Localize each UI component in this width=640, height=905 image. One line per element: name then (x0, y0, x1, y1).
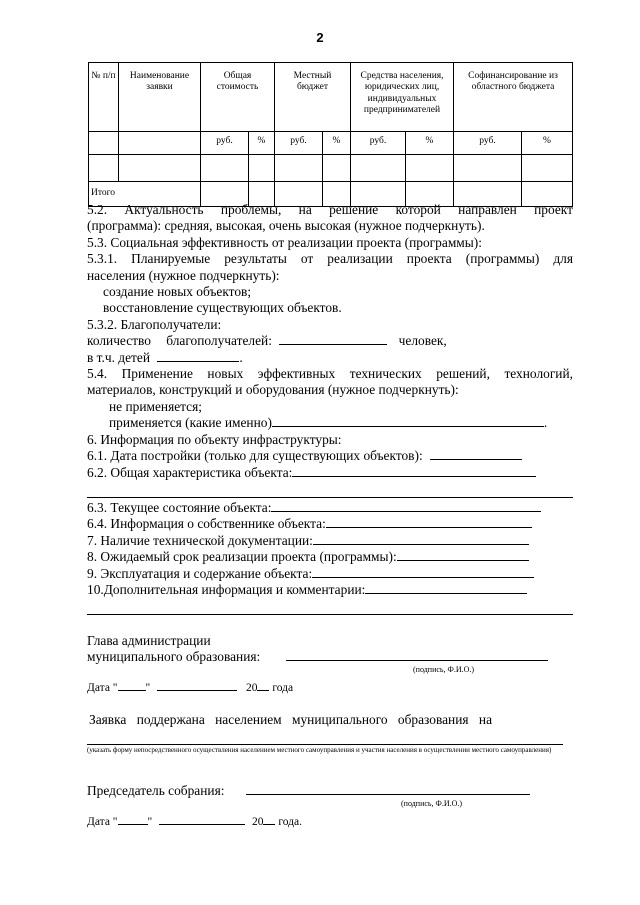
support-text: Заявка поддержана населением муниципального образования на (89, 712, 493, 727)
section-6-4-line (87, 516, 573, 532)
header-total: Общая стоимость (201, 63, 275, 132)
section-5-2-line2: (программа): средняя, высокая, очень высокая (нужное подчеркнуть). (87, 218, 485, 234)
tech-docs-field[interactable] (313, 533, 529, 545)
chairman-signature-caption: (подпись, Ф.И.О.) (401, 799, 463, 808)
head-signature-field[interactable] (286, 649, 548, 661)
beneficiaries-unit: человек, (398, 333, 447, 349)
unit-rub: руб. (454, 132, 522, 155)
head-title-line2: муниципального образования: (87, 649, 573, 665)
section-6-3: 6.3. Текущее состояние объекта: (87, 499, 272, 515)
head-date-line: Дата " " 20 года (87, 679, 573, 696)
section-10-line (87, 582, 573, 598)
option-applied-line: применяется (какие именно) . (109, 415, 548, 431)
page-number: 2 (316, 30, 324, 45)
unit-rub: руб. (351, 132, 406, 155)
additional-info-extra-line[interactable] (87, 598, 573, 615)
children-label: в т.ч. детей (87, 349, 151, 365)
additional-info-field[interactable] (365, 582, 527, 594)
expected-term-field[interactable] (397, 549, 529, 561)
beneficiaries-field[interactable] (279, 333, 387, 345)
section-6: 6. Информация по объекту инфраструктуры: (87, 431, 342, 447)
beneficiaries-line (87, 333, 573, 349)
head-signature-caption: (подпись, Ф.И.О.) (413, 665, 475, 674)
section-6-1: 6.1. Дата постройки (только для существующих объектов): (87, 448, 423, 464)
section-9-line (87, 566, 573, 582)
section-5-4-line2: материалов, конструкций и оборудования (нужное подчеркнуть): (87, 382, 459, 398)
current-state-field[interactable] (271, 500, 541, 512)
chairman-date-line: Дата " " 20 года. (87, 813, 573, 830)
section-8: 8. Ожидаемый срок реализации проекта (программы): (87, 549, 397, 565)
section-6-3-line (87, 500, 573, 516)
chairman-line: Председатель собрания: (87, 783, 573, 799)
head-title-line1: Глава администрации (87, 633, 211, 648)
head-signature-block (87, 633, 573, 696)
section-6-1-line (87, 448, 573, 464)
table-header-row (89, 63, 573, 132)
option-restore-objects: восстановление существующих объектов. (103, 300, 342, 316)
section-5-3-1-line2: населения (нужное подчеркнуть): (87, 267, 280, 283)
option-not-applied: не применяется; (109, 398, 203, 414)
chairman-date-year[interactable] (263, 813, 275, 825)
budget-table (88, 62, 573, 207)
option-new-objects: создание новых объектов; (103, 284, 252, 300)
unit-rub: руб. (201, 132, 249, 155)
section-5-4-line1: 5.4. Применение новых эффективных технических решений, технологий, (87, 366, 573, 382)
section-10: 10.Дополнительная информация и комментарии: (87, 581, 366, 597)
section-5-2-line1: 5.2. Актуальность проблемы, на решение которой направлен проект (87, 202, 573, 217)
table-row (89, 155, 573, 182)
characteristics-extra-line[interactable] (87, 481, 573, 498)
section-9: 9. Эксплуатация и содержание объекта: (87, 565, 313, 581)
unit-pct: % (406, 132, 454, 155)
chairman-signature-field[interactable] (246, 783, 530, 795)
header-population: Средства населения, юридических лиц, индивидуальных предпринимателей (351, 63, 454, 132)
chairman-date-month[interactable] (159, 813, 245, 825)
head-date-day[interactable] (118, 679, 146, 691)
support-note: (указать форму непосредственного осуществления населением местного самоуправления и участия населения в осуществлении местного самоуправления) (87, 746, 552, 754)
section-7: 7. Наличие технической документации: (87, 532, 313, 548)
header-cofinancing: Софинансирование из областного бюджета (454, 63, 573, 132)
unit-rub: руб. (275, 132, 323, 155)
application-body (87, 202, 573, 615)
support-field[interactable] (87, 728, 563, 745)
children-line: в т.ч. детей . (87, 349, 243, 365)
section-6-2-line (87, 465, 573, 481)
header-name: Наименование заявки (119, 63, 201, 132)
section-7-line (87, 533, 573, 549)
head-date-month[interactable] (157, 679, 237, 691)
operation-field[interactable] (312, 566, 534, 578)
table-units-row (89, 132, 573, 155)
children-field[interactable] (157, 350, 239, 362)
header-local: Местный бюджет (275, 63, 351, 132)
section-6-4: 6.4. Информация о собственнике объекта: (87, 516, 326, 532)
unit-pct: % (323, 132, 351, 155)
beneficiaries-label: количество благополучателей: (87, 333, 272, 349)
unit-pct: % (522, 132, 573, 155)
total-label: Итого (89, 182, 201, 207)
chairman-signature-block (87, 783, 573, 830)
build-date-field[interactable] (430, 448, 522, 460)
section-8-line (87, 549, 573, 565)
section-5-3-1-line1: 5.3.1. Планируемые результаты от реализации проекта (программы) для (87, 251, 573, 267)
option-applied: применяется (какие именно) (109, 415, 272, 431)
section-5-3-2: 5.3.2. Благополучатели: (87, 316, 222, 332)
unit-pct: % (249, 132, 275, 155)
owner-field[interactable] (326, 516, 532, 528)
section-6-2: 6.2. Общая характеристика объекта: (87, 464, 293, 480)
chairman-date-day[interactable] (118, 813, 148, 825)
support-block (87, 712, 573, 755)
characteristics-field[interactable] (292, 465, 536, 477)
section-5-3: 5.3. Социальная эффективность от реализации проекта (программы): (87, 234, 482, 250)
header-num: № п/п (89, 63, 119, 132)
head-date-year[interactable] (257, 679, 269, 691)
applied-field[interactable] (272, 415, 544, 427)
